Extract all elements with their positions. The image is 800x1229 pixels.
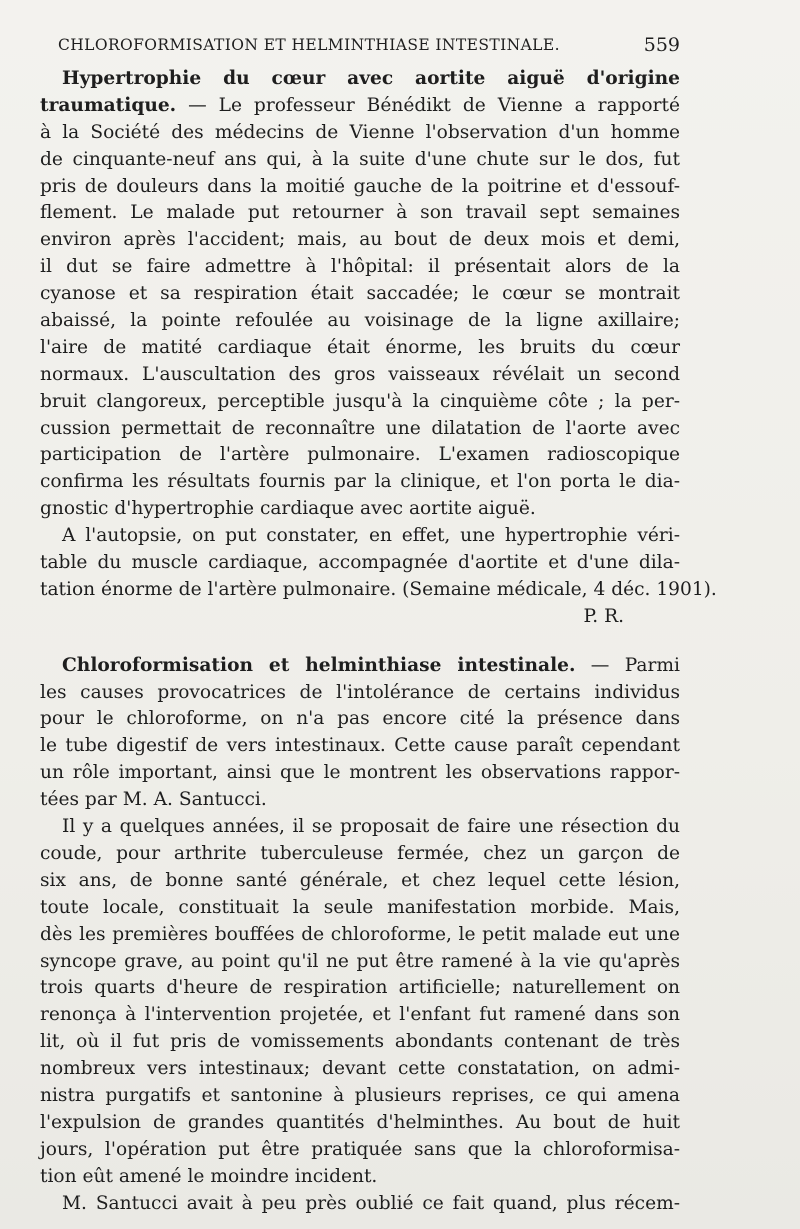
- text-line: l'expulsion de grandes quantités d'helminthes. Au bout de huit: [40, 1111, 680, 1133]
- text-line: participation de l'artère pulmonaire. L'examen radioscopique: [40, 444, 680, 466]
- text-line: abaissé, la pointe refoulée au voisinage de la ligne axillaire;: [40, 310, 680, 332]
- text-line: le tube digestif de vers intestinaux. Cette cause paraît cependant: [40, 735, 680, 757]
- text-line: cyanose et sa respiration était saccadée; le cœur se montrait: [40, 283, 680, 305]
- text-line: [40, 93, 680, 120]
- text-line: trois quarts d'heure de respiration artificielle; naturellement on: [40, 977, 680, 999]
- text-line: jours, l'opération put être pratiquée sans que la chloroformisa-: [40, 1138, 680, 1160]
- text-line-rest: — Parmi: [575, 654, 680, 676]
- text-line: lit, où il fut pris de vomissements abondants contenant de très: [40, 1031, 680, 1053]
- text-line: de cinquante-neuf ans qui, à la suite d'une chute sur le dos, fut: [40, 148, 680, 170]
- text-line: tion eût amené le moindre incident.: [40, 1165, 378, 1187]
- text-line: nistra purgatifs et santonine à plusieurs reprises, ce qui amena: [40, 1084, 680, 1106]
- text-line: pris de douleurs dans la moitié gauche de la poitrine et d'essouf-: [40, 175, 680, 197]
- running-title: CHLOROFORMISATION ET HELMINTHIASE INTESTINALE.: [58, 36, 560, 54]
- section-gap: [40, 631, 680, 653]
- text-line: renonça à l'intervention projetée, et l'enfant fut ramené dans son: [40, 1004, 680, 1026]
- text-line: [40, 653, 680, 680]
- text-line: toute locale, constituait la seule manifestation morbide. Mais,: [40, 896, 680, 918]
- text-line: flement. Le malade put retourner à son travail sept semaines: [40, 202, 680, 224]
- text-line: un rôle important, ainsi que le montrent les observations rappor-: [40, 762, 680, 784]
- text-line: Il y a quelques années, il se proposait de faire une résection du: [62, 816, 680, 838]
- page-number: 559: [643, 34, 680, 56]
- text-line: cussion permettait de reconnaître une dilatation de l'aorte avec: [40, 417, 680, 439]
- text-line: bruit clangoreux, perceptible jusqu'à la cinquième côte ; la per-: [40, 390, 680, 412]
- article-hypertrophie: [40, 66, 717, 631]
- article-title-line: Hypertrophie du cœur avec aortite aiguë d'origine: [62, 68, 680, 89]
- text-line: les causes provocatrices de l'intolérance de certains individus: [40, 681, 680, 703]
- text-line: gnostic d'hypertrophie cardiaque avec aortite aiguë.: [40, 498, 536, 520]
- signature: P. R.: [583, 605, 624, 627]
- text-line: il dut se faire admettre à l'hôpital: il présentait alors de la: [40, 256, 680, 278]
- text-line: à la Société des médecins de Vienne l'observation d'un homme: [40, 121, 680, 143]
- text-line: table du muscle cardiaque, accompagnée d'aortite et d'une dila-: [40, 552, 680, 574]
- running-header: [58, 30, 680, 60]
- text-line: nombreux vers intestinaux; devant cette constatation, on admi-: [40, 1058, 680, 1080]
- text-line: dès les premières bouffées de chloroforme, le petit malade eut une: [40, 923, 680, 945]
- text-line: six ans, de bonne santé générale, et chez lequel cette lésion,: [40, 869, 680, 891]
- article-title-end: traumatique.: [40, 94, 177, 116]
- text-line: coude, pour arthrite tuberculeuse fermée, chez un garçon de: [40, 842, 680, 864]
- body-text: [40, 66, 717, 1217]
- text-line: tation énorme de l'artère pulmonaire. (Semaine médicale, 4 déc. 1901).: [40, 578, 717, 600]
- article-chloroformisation: [40, 653, 680, 1218]
- text-line: M. Santucci avait à peu près oublié ce fait quand, plus récem-: [62, 1192, 680, 1214]
- text-line: tées par M. A. Santucci.: [40, 789, 267, 811]
- text-line: environ après l'accident; mais, au bout de deux mois et demi,: [40, 229, 680, 251]
- text-line: confirma les résultats fournis par la clinique, et l'on porta le dia-: [40, 471, 680, 493]
- text-line-rest: — Le professeur Bénédikt de Vienne a rapporté: [176, 94, 680, 116]
- text-line: A l'autopsie, on put constater, en effet, une hypertrophie véri-: [62, 525, 680, 547]
- text-line: l'aire de matité cardiaque était énorme, les bruits du cœur: [40, 336, 680, 358]
- text-line: normaux. L'auscultation des gros vaisseaux révélait un second: [40, 363, 680, 385]
- article-title: Chloroformisation et helminthiase intestinale.: [62, 654, 576, 676]
- text-line: syncope grave, au point qu'il ne put être ramené à la vie qu'après: [40, 950, 680, 972]
- text-line: pour le chloroforme, on n'a pas encore cité la présence dans: [40, 708, 680, 730]
